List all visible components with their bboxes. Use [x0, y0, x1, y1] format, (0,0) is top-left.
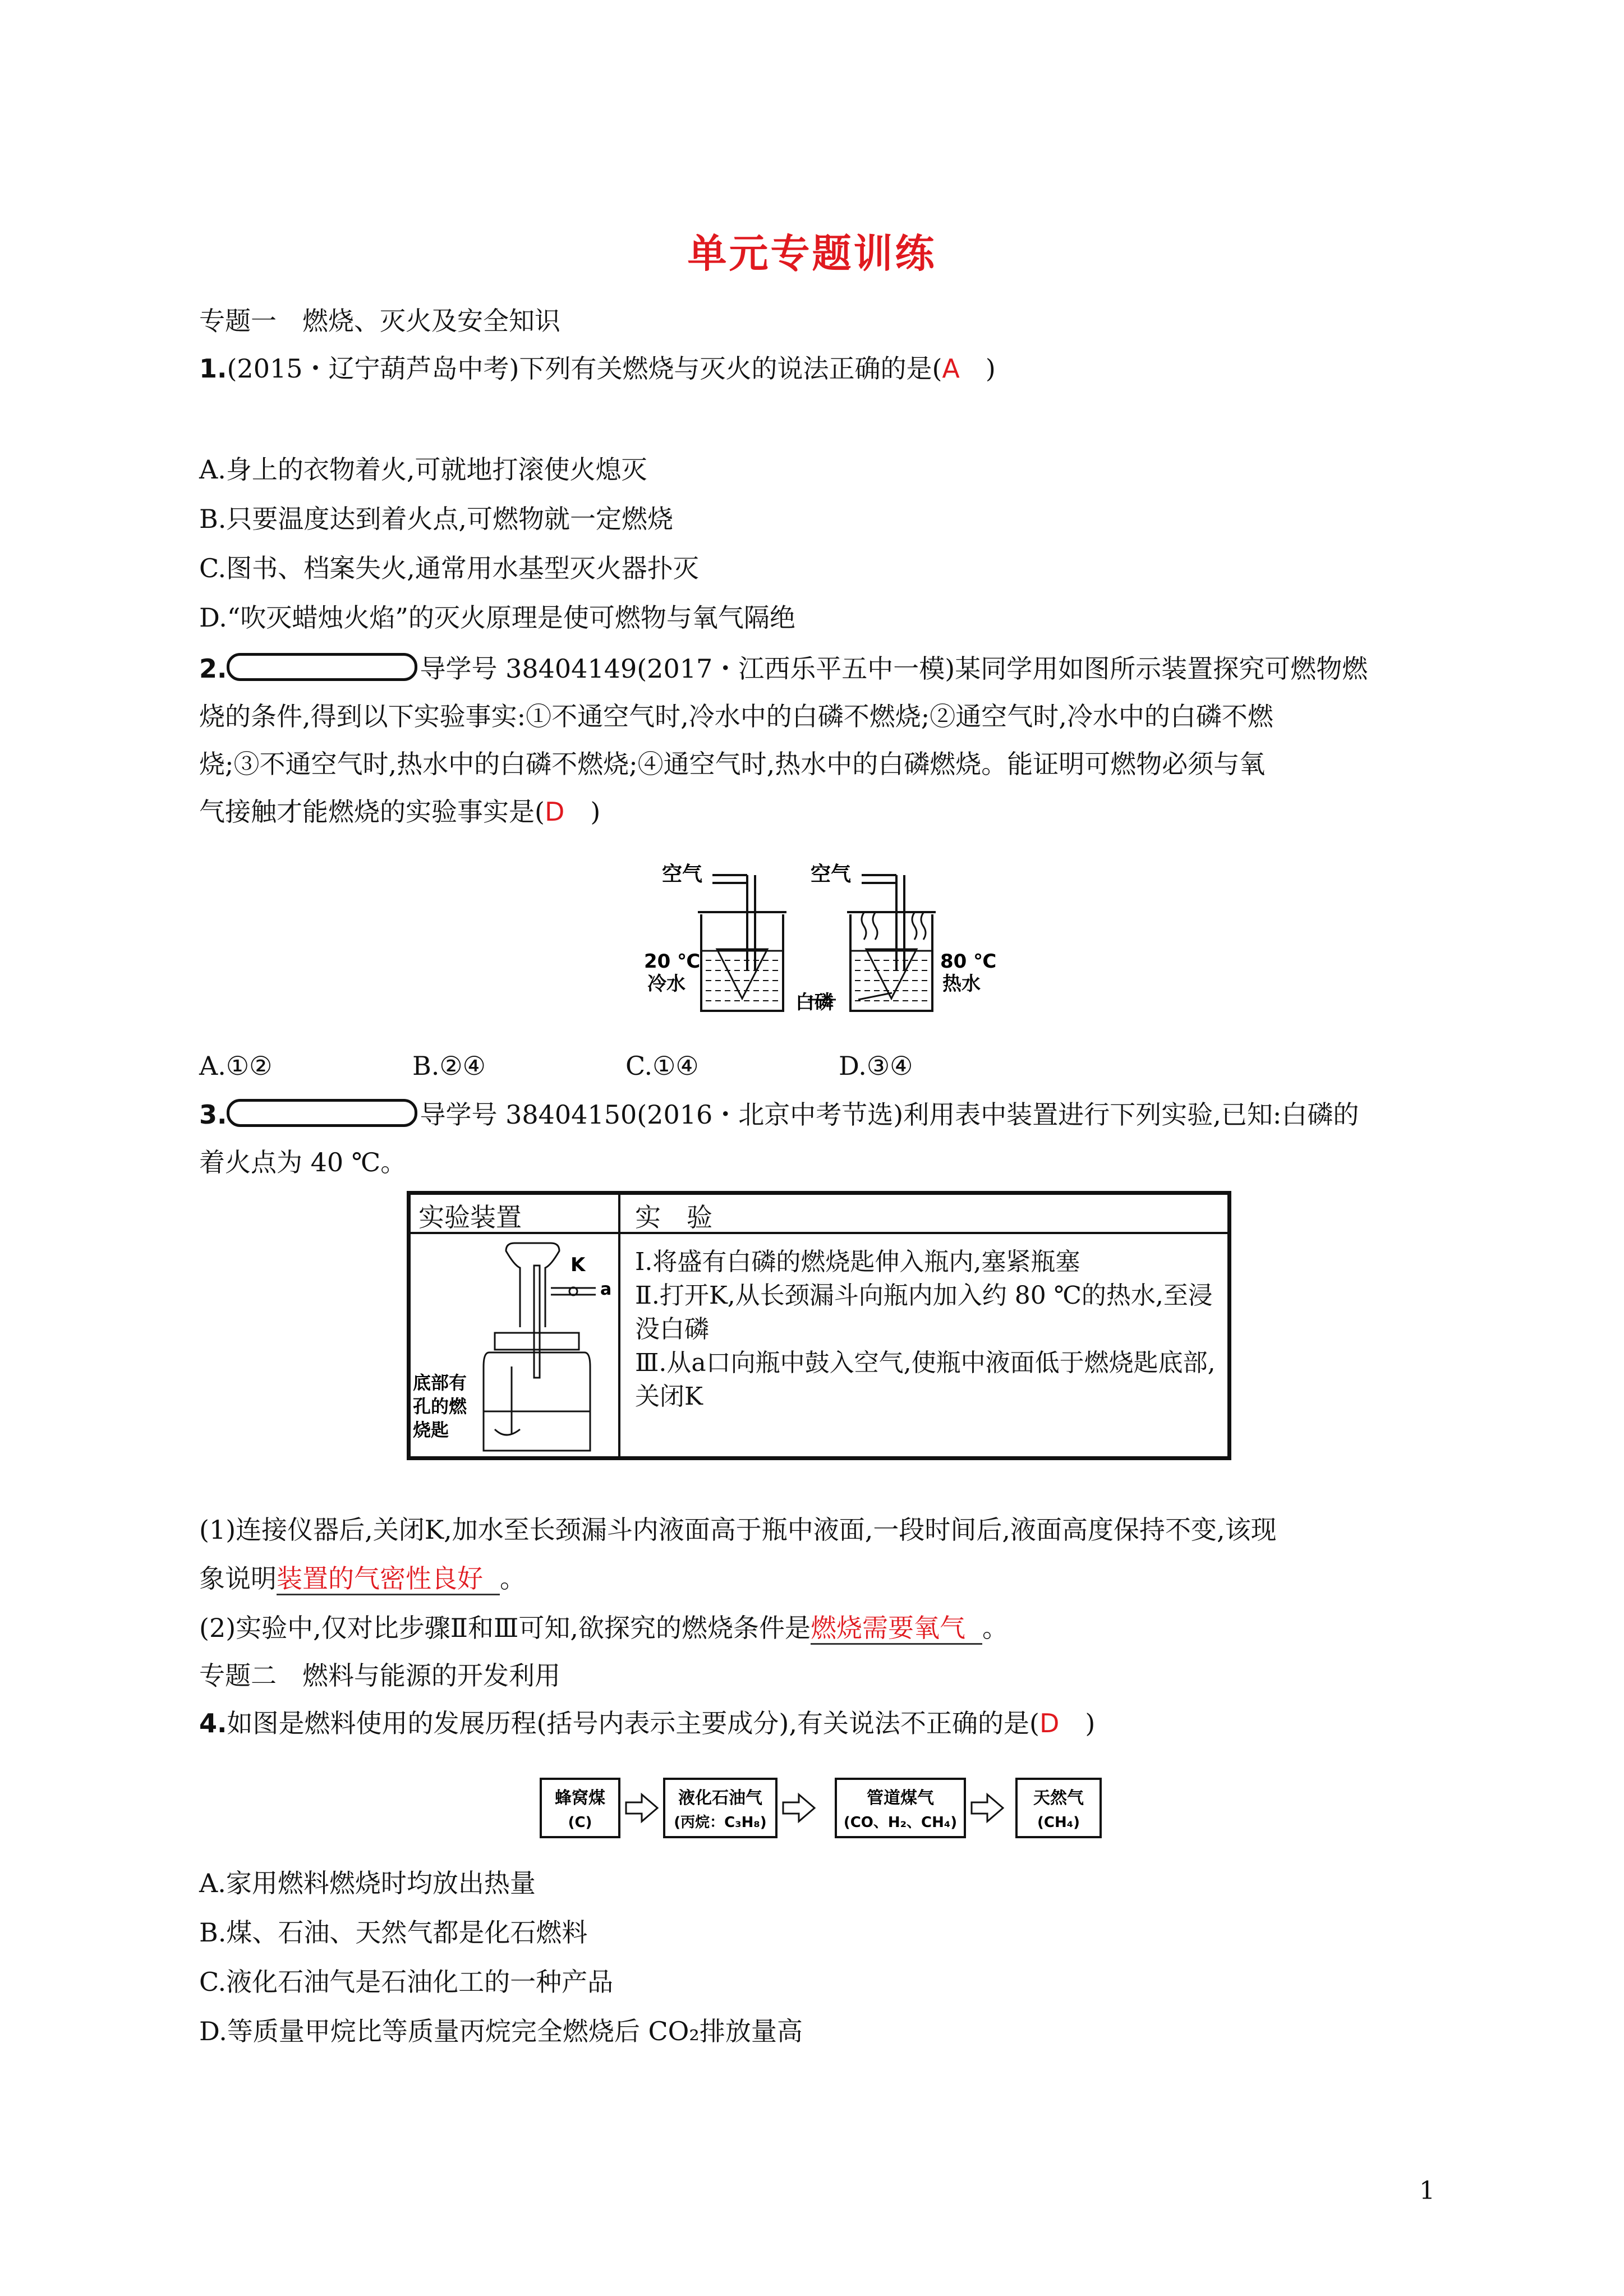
topic-2-heading: 专题二 燃料与能源的开发利用	[199, 1660, 560, 1691]
apparatus-a-label: a	[600, 1280, 612, 1299]
flow-2-comp: (丙烷：C₃H₈)	[674, 1814, 767, 1831]
q2-options	[199, 1048, 1052, 1084]
phosphorus-label: 白磷	[795, 991, 834, 1014]
flow-1-name: 蜂窝煤	[555, 1788, 605, 1808]
q4-stem	[199, 1705, 1095, 1741]
topic-1-heading: 专题一 燃烧、灭火及安全知识	[199, 306, 560, 336]
flow-4-comp: (CH₄)	[1037, 1814, 1080, 1831]
q3-table-divider	[618, 1195, 620, 1456]
q1-text: (2015・辽宁葫芦岛中考)下列有关燃烧与灭火的说法正确的是(	[227, 353, 942, 384]
q3-sub1-answer: 装置的气密性良好	[277, 1563, 500, 1595]
q3-table	[407, 1191, 1231, 1460]
page-title: 单元专题训练	[687, 231, 937, 277]
left-temp-label: 20 ℃	[644, 950, 701, 973]
step-2: Ⅱ.打开K,从长颈漏斗向瓶内加入约 80 ℃的热水,至浸没白磷	[635, 1281, 1213, 1343]
q2-number: 2.	[199, 654, 227, 684]
left-water-label: 冷水	[647, 973, 686, 995]
flow-3-comp: (CO、H₂、CH₄)	[843, 1814, 958, 1831]
q3-steps	[635, 1245, 1230, 1414]
q3-number: 3.	[199, 1099, 227, 1130]
q4-close: )	[1059, 1708, 1096, 1738]
q2-line-2: 烧的条件,得到以下实验事实:①不通空气时,冷水中的白磷不燃烧;②通空气时,冷水中的白磷不燃	[199, 701, 1273, 731]
q2-option-b: B.②④	[412, 1051, 486, 1081]
q1-option-b: B.只要温度达到着火点,可燃物就一定燃烧	[199, 504, 674, 534]
step-1: Ⅰ.将盛有白磷的燃烧匙伸入瓶内,塞紧瓶塞	[635, 1248, 1080, 1276]
spoon-label-1: 底部有	[413, 1372, 467, 1393]
q1-option-c: C.图书、档案失火,通常用水基型灭火器扑灭	[199, 553, 699, 583]
flow-2-name: 液化石油气	[678, 1788, 762, 1808]
apparatus-k-label: K	[571, 1254, 586, 1276]
step-3: Ⅲ.从a口向瓶中鼓入空气,使瓶中液面低于燃烧匙底部,关闭K	[635, 1349, 1216, 1411]
header-apparatus: 实验装置	[418, 1202, 522, 1232]
q3-sub1-suffix: 。	[500, 1563, 526, 1594]
q3-table-header	[411, 1195, 1227, 1234]
q3-sub1-line-1: (1)连接仪器后,关闭K,加水至长颈漏斗内液面高于瓶中液面,一段时间后,液面高度保持不变,该现	[199, 1515, 1277, 1545]
q2-text-4: 气接触才能燃烧的实验事实是(	[199, 797, 545, 827]
q2-close: )	[564, 797, 601, 827]
flow-3-name: 管道煤气	[867, 1788, 934, 1808]
q2-line-4	[199, 794, 600, 830]
q1-answer: A	[942, 353, 960, 384]
fuel-flow-diagram	[539, 1775, 1105, 1843]
q2-option-c: C.①④	[625, 1051, 699, 1081]
air-label-left: 空气	[662, 863, 703, 886]
q3-sub1-line-2	[199, 1561, 526, 1596]
right-water-label: 热水	[942, 973, 981, 995]
q3-sub2	[199, 1610, 1008, 1646]
spoon-label-2: 孔的燃	[413, 1396, 467, 1417]
q2-line-3: 烧;③不通空气时,热水中的白磷不燃烧;④通空气时,热水中的白磷燃烧。能证明可燃物必须与氧	[199, 749, 1266, 779]
q4-option-a: A.家用燃料燃烧时均放出热量	[199, 1868, 536, 1898]
q4-option-c: C.液化石油气是石油化工的一种产品	[199, 1967, 614, 1997]
q3-line-2: 着火点为 40 ℃。	[199, 1147, 407, 1177]
q2-figure	[640, 858, 1032, 1027]
guide-tag-pill	[227, 1099, 417, 1127]
phosphorus-leader-right	[858, 993, 892, 1000]
page-number: 1	[1419, 2177, 1435, 2205]
q3-text-1: 导学号 38404150(2016・北京中考节选)利用表中装置进行下列实验,已知:白磷的	[420, 1099, 1359, 1130]
air-label-right: 空气	[811, 863, 852, 886]
q2-answer: D	[544, 797, 565, 827]
q4-option-d: D.等质量甲烷比等质量丙烷完全燃烧后 CO₂排放量高	[199, 2016, 803, 2046]
right-temp-label: 80 ℃	[940, 950, 997, 973]
left-beaker	[698, 875, 786, 1011]
q3-sub2-prefix: (2)实验中,仅对比步骤Ⅱ和Ⅲ可知,欲探究的燃烧条件是	[199, 1613, 811, 1643]
guide-tag-pill	[227, 653, 417, 681]
q3-sub2-suffix: 。	[982, 1613, 1009, 1643]
flow-4-name: 天然气	[1033, 1788, 1084, 1808]
q2-text-1: 导学号 38404149(2017・江西乐平五中一模)某同学用如图所示装置探究可燃物燃	[420, 654, 1368, 684]
q1-option-a: A.身上的衣物着火,可就地打滚使火熄灭	[199, 454, 647, 485]
q1-option-d: D.“吹灭蜡烛火焰”的灭火原理是使可燃物与氧气隔绝	[199, 602, 795, 633]
q3-sub2-answer: 燃烧需要氧气	[811, 1613, 982, 1645]
q2-line-1	[199, 651, 1368, 687]
apparatus-figure	[411, 1232, 616, 1456]
q1-number: 1.	[199, 353, 227, 384]
q3-sub1-prefix: 象说明	[199, 1563, 277, 1594]
header-experiment: 实 验	[635, 1202, 712, 1232]
q2-option-d: D.③④	[839, 1051, 913, 1081]
q3-line-1	[199, 1097, 1359, 1133]
q4-option-b: B.煤、石油、天然气都是化石燃料	[199, 1917, 588, 1948]
q4-text: 如图是燃料使用的发展历程(括号内表示主要成分),有关说法不正确的是(	[227, 1708, 1039, 1738]
q4-number: 4.	[199, 1708, 227, 1738]
q1-close: )	[959, 353, 996, 384]
spoon-label-3: 烧匙	[413, 1419, 449, 1441]
right-beaker	[847, 875, 936, 1011]
flow-1-comp: (C)	[568, 1814, 592, 1831]
q1-stem	[199, 351, 996, 386]
q2-option-a: A.①②	[199, 1051, 273, 1081]
q4-answer: D	[1039, 1708, 1060, 1738]
